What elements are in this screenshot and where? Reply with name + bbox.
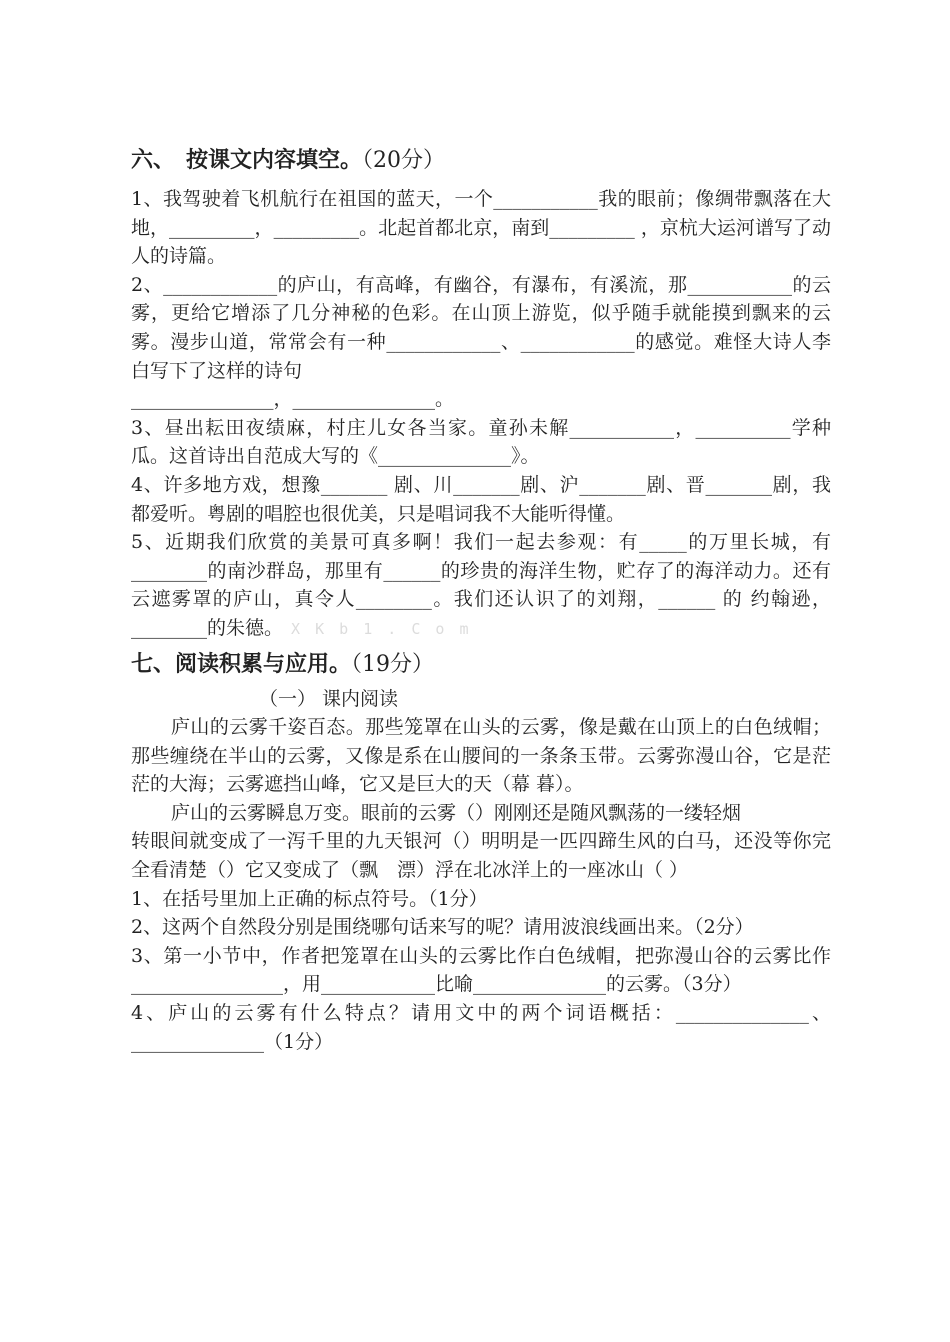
question-7-3: 3、第一小节中，作者把笼罩在山头的云雾比作白色绒帽，把弥漫山谷的云雾比作________________，用____________比喻______________的云雾。（3分） xyxy=(131,944,831,996)
worksheet-page xyxy=(131,140,831,1056)
question-6-4: 4、许多地方戏，想豫_______ 剧、川_______剧、沪_______剧、晋_______剧，我都爱听。粤剧的唱腔也很优美，只是唱词我不大能听得懂。 xyxy=(131,473,831,525)
question-6-2-poem: _______________，_______________。 xyxy=(131,388,455,411)
reading-paragraph-2-rest: 转眼间就变成了一泻千里的九天银河（）明明是一匹四蹄生风的白马，还没等你完全看清楚（）它又变成了（飘 漂）浮在北冰洋上的一座冰山（ ） xyxy=(131,830,831,882)
section-7-points: （19分） xyxy=(351,651,435,677)
question-7-2: 2、这两个自然段分别是围绕哪句话来写的呢？请用波浪线画出来。（2分） xyxy=(131,916,754,939)
section-7-title: 七、阅读积累与应用。 xyxy=(131,650,352,677)
section-6-points: （20分） xyxy=(362,148,446,173)
question-7-4: 4、庐山的云雾有什么特点？请用文中的两个词语概括：______________、______________（1分） xyxy=(131,1002,831,1053)
section-6-title: 六、 按课文内容填空。 xyxy=(131,147,363,173)
watermark: X K b 1 . C o m xyxy=(291,619,472,638)
section-7-heading xyxy=(131,644,831,685)
question-6-2: 2、____________的庐山，有高峰，有幽谷，有瀑布，有溪流，那___________的云雾，更给它增添了几分神秘的色彩。在山顶上游览，似乎随手就能摸到飘来的云雾。漫步山道，常常会有一种____________、____________的感觉。难怪大诗人李白写下了这样的诗句 xyxy=(131,273,831,382)
reading-subtitle: （一） 课内阅读 xyxy=(259,687,399,710)
question-6-1: 1、我驾驶着飞机航行在祖国的蓝天，一个___________我的眼前；像绸带飘落在大地，_________，_________。北起首都北京，南到_________ ，京杭大运河谱写了动人的诗篇。 xyxy=(131,188,831,268)
question-6-5-text: 5、近期我们欣赏的美景可真多啊！我们一起去参观：有_____的万里长城，有________的南沙群岛，那里有______的珍贵的海洋生物，贮存了的海洋动力。还有云遮雾罩的庐山，真令人________。我们还认识了的刘翔，______ 的 约翰逊，________的朱德。 xyxy=(131,531,831,639)
section-6-heading xyxy=(131,140,831,181)
question-7-1: 1、在括号里加上正确的标点符号。（1分） xyxy=(131,887,488,910)
question-6-5 xyxy=(131,528,831,643)
question-6-3: 3、昼出耘田夜绩麻，村庄儿女各当家。童孙未解___________，__________学种瓜。这首诗出自范成大写的《______________》。 xyxy=(131,416,831,468)
reading-paragraph-2-line-1: 庐山的云雾瞬息万变。眼前的云雾（）刚刚还是随风飘荡的一缕轻烟 xyxy=(171,801,742,824)
reading-paragraph-1: 庐山的云雾千姿百态。那些笼罩在山头的云雾，像是戴在山顶上的白色绒帽；那些缠绕在半山的云雾，又像是系在山腰间的一条条玉带。云雾弥漫山谷，它是茫茫的大海；云雾遮挡山峰，它又是巨大的天（幕 暮）。 xyxy=(131,716,831,796)
